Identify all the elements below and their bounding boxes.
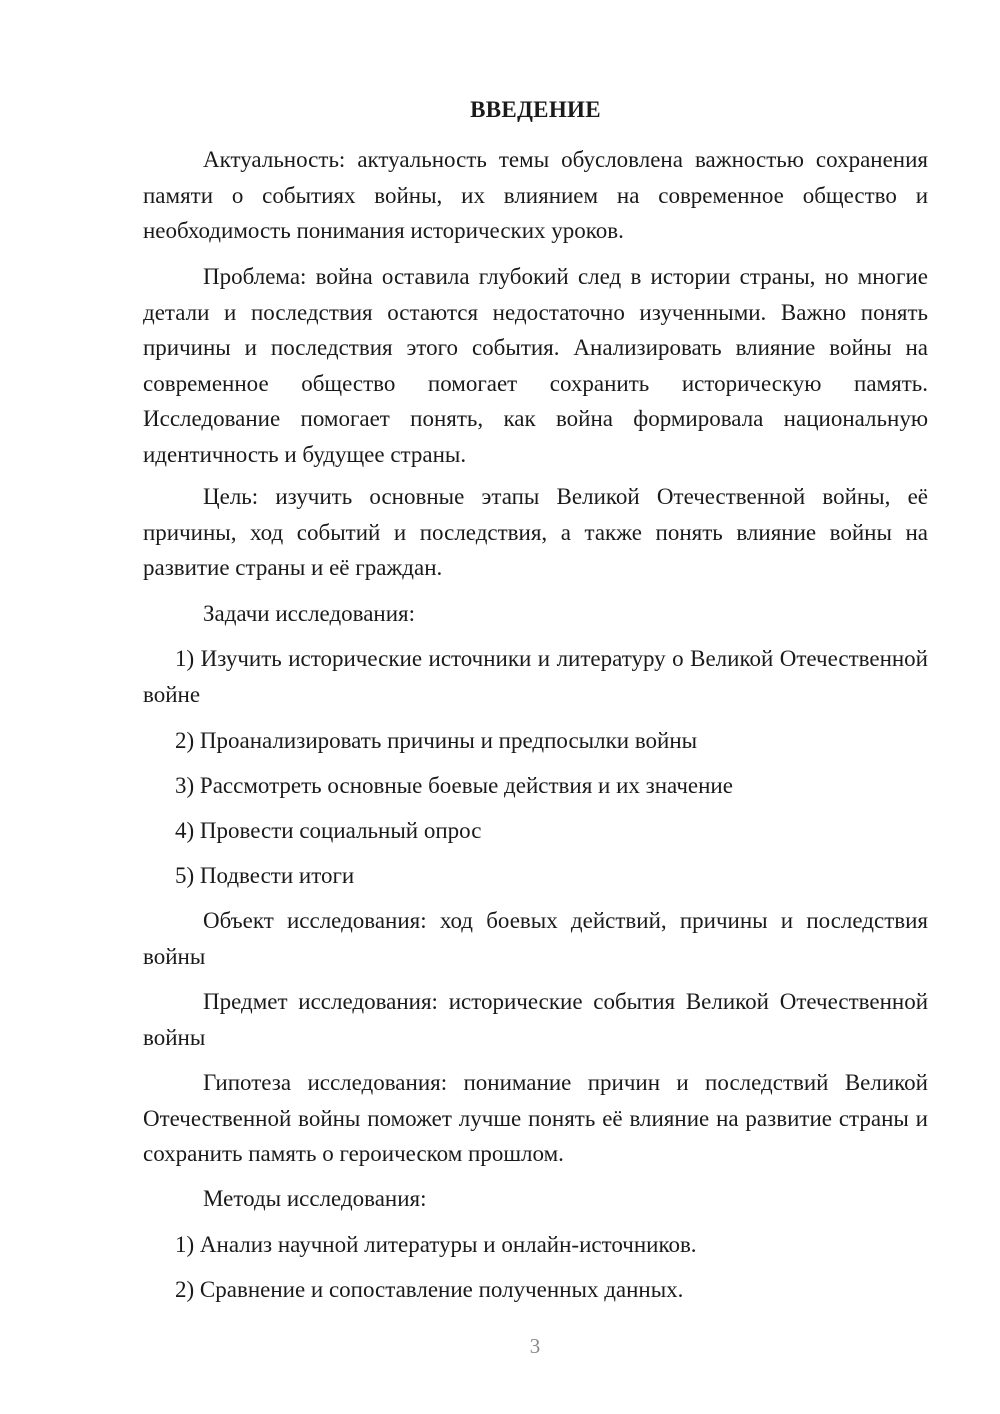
task-item-3: 3) Рассмотреть основные боевые действия и их значение [175, 773, 733, 798]
task-item-1: 1) Изучить исторические источники и литературу о Великой Отечественной войне [143, 646, 928, 707]
paragraph-hypothesis: Гипотеза исследования: понимание причин и последствий Великой Отечественной войны поможет лучше понять её влияние на развитие страны и сохранить память о героическом прошлом. [143, 1070, 928, 1166]
paragraph-object: Объект исследования: ход боевых действий, причины и последствия войны [143, 908, 928, 969]
page-number: 3 [529, 1334, 541, 1358]
paragraph-problem: Проблема: война оставила глубокий след в истории страны, но многие детали и последствия остаются недостаточно изученными. Важно понять причины и последствия этого события. Анализировать влияние войны на современное общество помогает сохранить историческую память. Исследование помогает понять, как война формировала национальную идентичность и будущее страны. [143, 264, 928, 467]
method-item-1: 1) Анализ научной литературы и онлайн-источников. [175, 1232, 697, 1257]
methods-heading: Методы исследования: [203, 1186, 427, 1211]
task-item-2: 2) Проанализировать причины и предпосылки войны [175, 728, 698, 753]
tasks-heading: Задачи исследования: [203, 601, 416, 626]
paragraph-goal: Цель: изучить основные этапы Великой Отечественной войны, её причины, ход событий и последствия, а также понять влияние войны на развитие страны и её граждан. [143, 484, 928, 580]
paragraph-relevance: Актуальность: актуальность темы обусловлена важностью сохранения памяти о событиях войны, их влиянием на современное общество и необходимость понимания исторических уроков. [143, 147, 928, 243]
task-item-5: 5) Подвести итоги [175, 863, 355, 888]
task-item-4: 4) Провести социальный опрос [175, 818, 482, 843]
method-item-2: 2) Сравнение и сопоставление полученных данных. [175, 1277, 684, 1302]
section-title: ВВЕДЕНИЕ [470, 97, 601, 122]
paragraph-subject: Предмет исследования: исторические события Великой Отечественной войны [143, 989, 928, 1050]
